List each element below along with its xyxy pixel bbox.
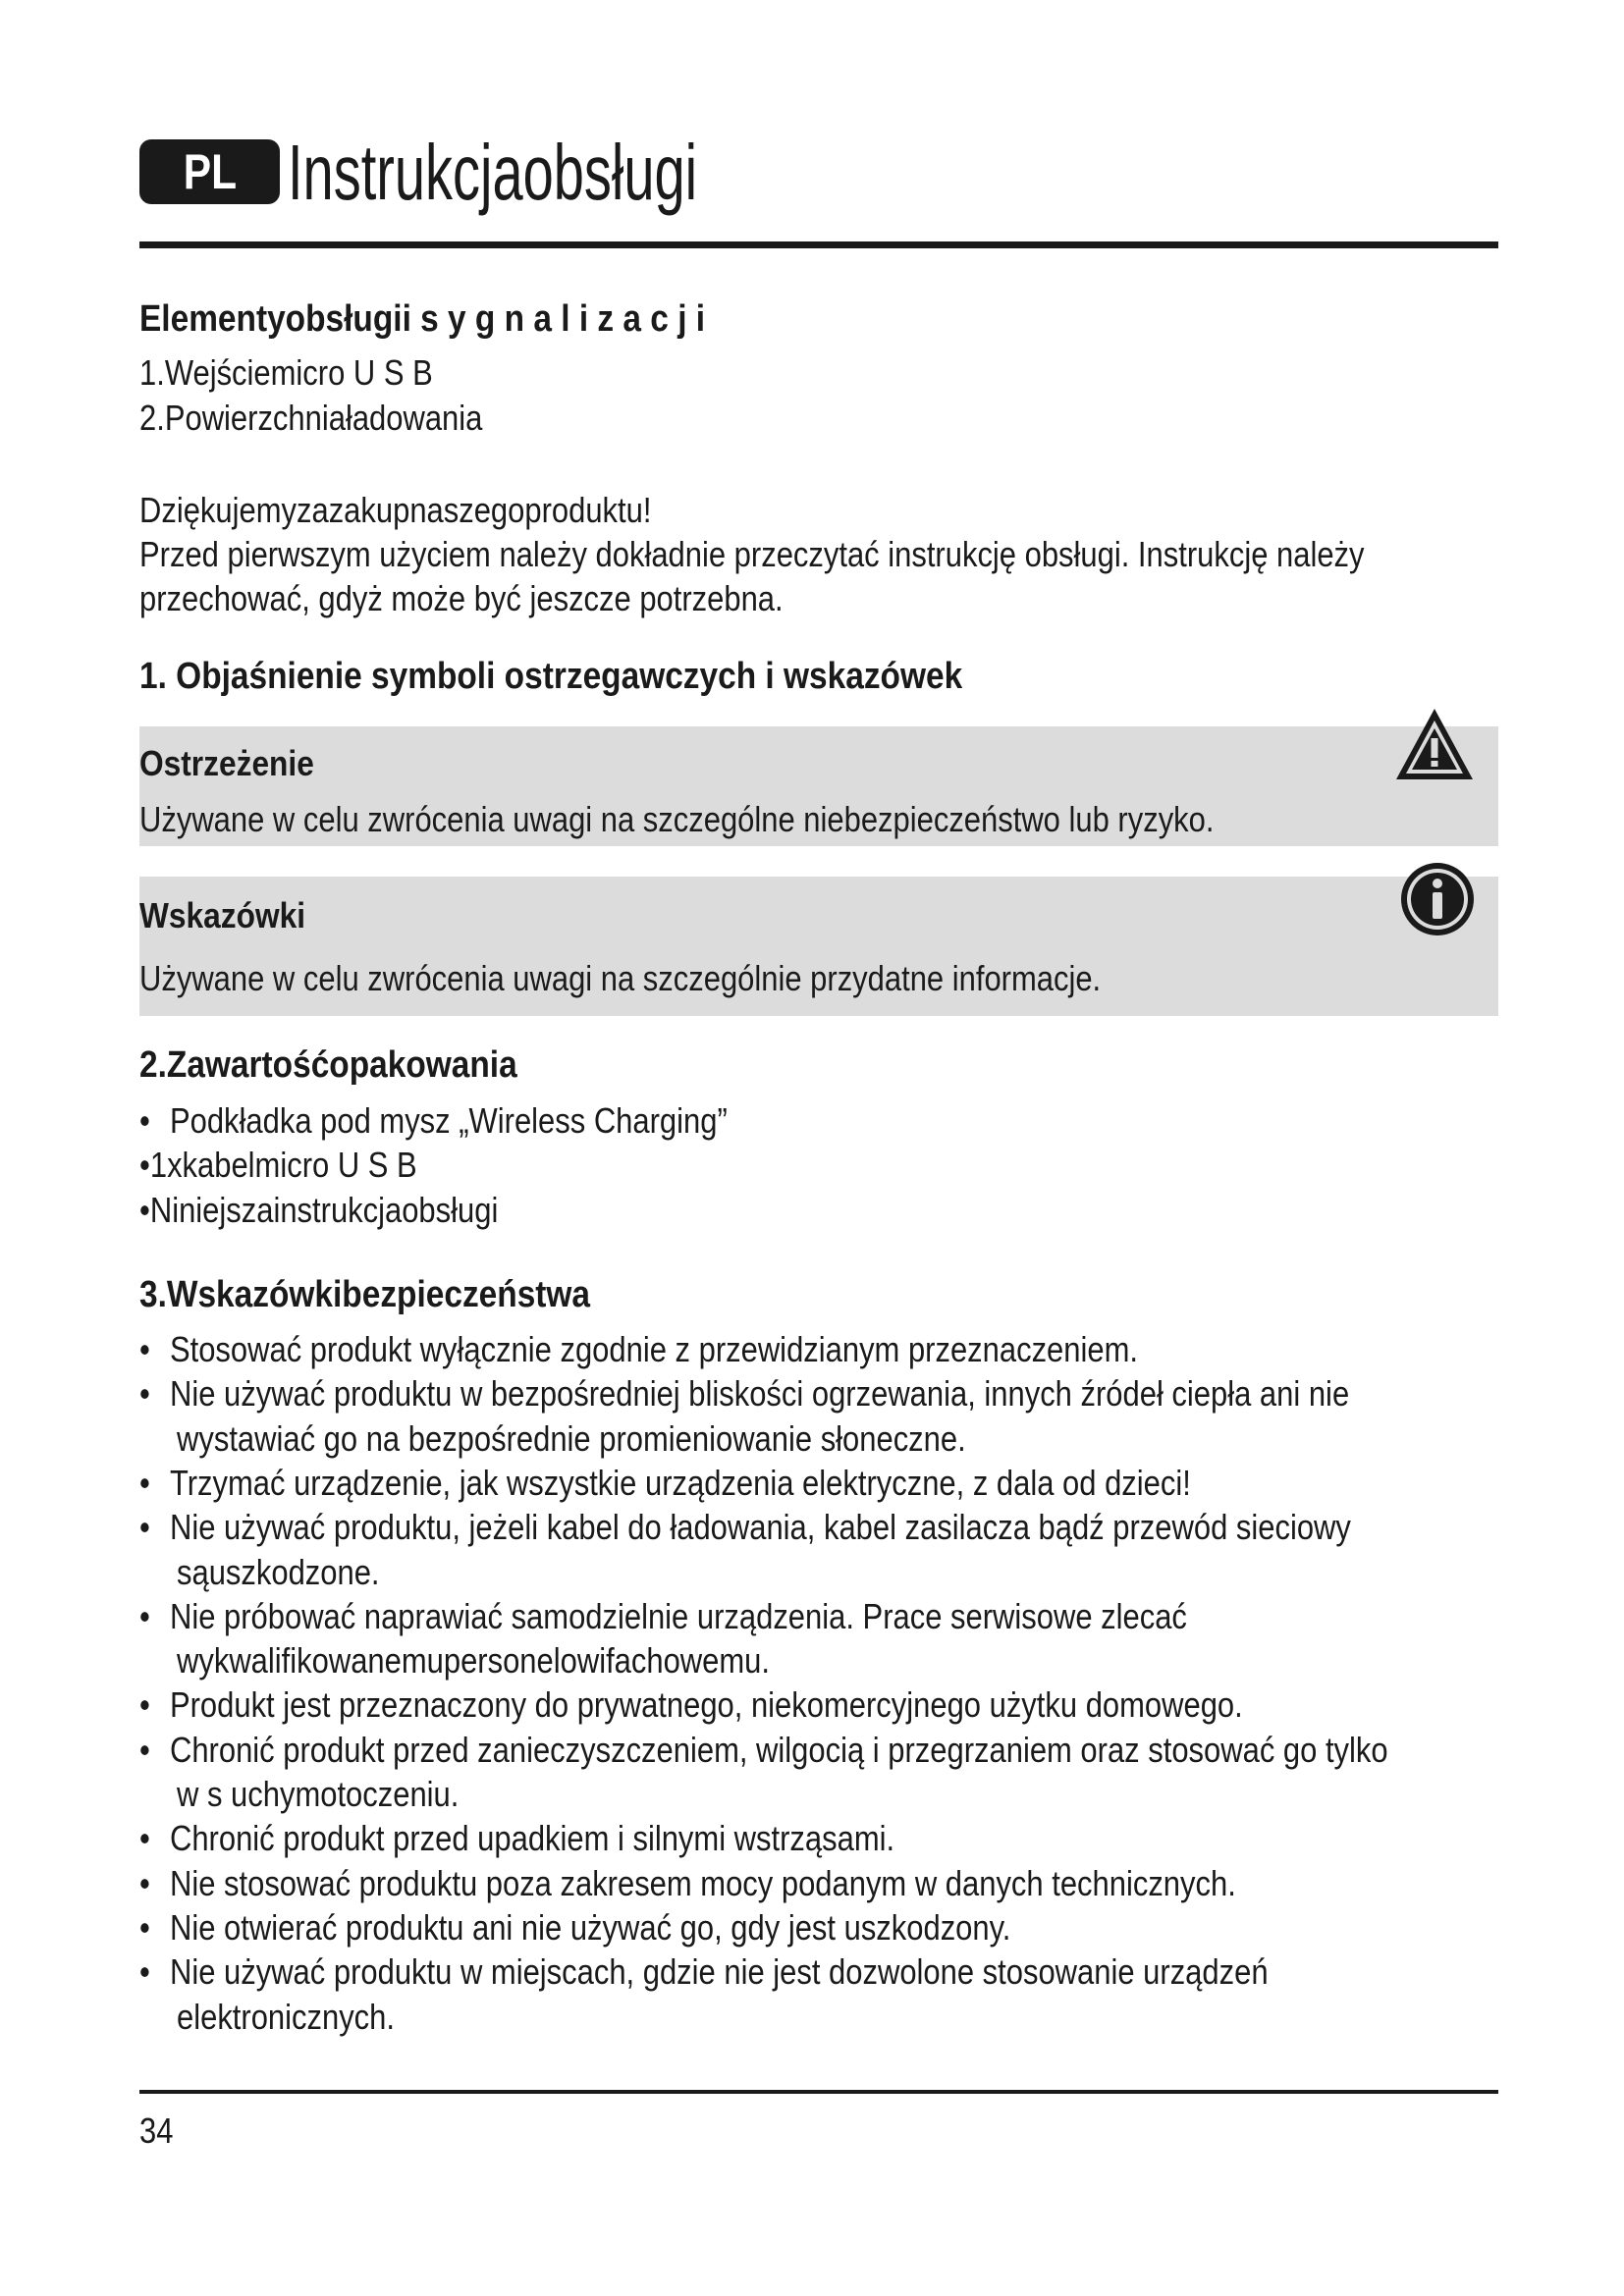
page-title: Instrukcjaobsługi [288, 129, 698, 216]
note-text: Używane w celu zwrócenia uwagi na szczególnie przydatne informacje. [139, 958, 1102, 998]
warning-title: Ostrzeżenie [139, 743, 314, 783]
language-badge [139, 139, 280, 204]
control-item: 2.Powierzchniaładowania [139, 398, 483, 438]
safety-item [139, 1594, 1187, 1638]
safety-item-text: Nie używać produktu, jeżeli kabel do ładowania, kabel zasilacza bądź przewód sieciowy [169, 1507, 1351, 1548]
package-item [139, 1143, 417, 1187]
section2-heading: 2.Zawartośćopakowania [139, 1044, 517, 1086]
safety-item [139, 1816, 894, 1860]
safety-item-text: Chronić produkt przed upadkiem i silnymi wstrząsami. [169, 1818, 895, 1859]
safety-item-text: Nie używać produktu w bezpośredniej bliskości ogrzewania, innych źródeł ciepła ani nie [169, 1373, 1350, 1415]
safety-item-text: Nie próbować naprawiać samodzielnie urządzenia. Prace serwisowe zlecać [169, 1595, 1187, 1636]
bullet: • [139, 1329, 150, 1369]
section3-heading: 3.Wskazówkibezpieczeństwa [139, 1274, 591, 1315]
safety-item-text: Trzymać urządzenie, jak wszystkie urządzenia elektryczne, z dala od dzieci! [169, 1462, 1191, 1503]
bullet: • [139, 1951, 150, 1993]
safety-item [139, 1861, 1236, 1905]
bullet: • [139, 1190, 150, 1230]
warning-text: Używane w celu zwrócenia uwagi na szczególne niebezpieczeństwo lub ryzyko. [139, 799, 1215, 839]
safety-item-text: Chronić produkt przed zanieczyszczeniem, wilgocią i przegrzaniem oraz stosować go tylko [169, 1729, 1388, 1770]
bullet: • [139, 1684, 150, 1726]
bottom-divider [139, 2090, 1498, 2094]
bullet: • [139, 1462, 150, 1503]
safety-item-text: Nie otwierać produktu ani nie używać go, gdy jest uszkodzony. [169, 1906, 1011, 1948]
warning-triangle-icon [1392, 705, 1477, 783]
safety-item-text: Nie używać produktu w miejscach, gdzie nie jest dozwolone stosowanie urządzeń [169, 1951, 1269, 1993]
safety-item-text: wykwalifikowanemupersonelowifachowemu. [177, 1640, 771, 1682]
controls-heading: Elementyobsługii s y g n a l i z a c j i [139, 298, 706, 340]
top-divider [139, 241, 1498, 248]
control-item: 1.Wejściemicro U S B [139, 352, 433, 393]
bullet: • [139, 1818, 150, 1859]
package-item [139, 1098, 728, 1143]
intro-text: przechować, gdyż może być jeszcze potrzebna. [139, 578, 784, 618]
bullet: • [139, 1862, 150, 1903]
safety-item-text: sąuszkodzone. [177, 1551, 380, 1592]
package-item-text: Podkładka pod mysz „Wireless Charging” [169, 1100, 728, 1141]
bullet: • [139, 1507, 150, 1548]
info-icon [1398, 860, 1477, 938]
safety-item [139, 1371, 1349, 1415]
bullet: • [139, 1729, 150, 1770]
bullet: • [139, 1906, 150, 1948]
safety-item-text: elektronicznych. [177, 1996, 395, 2037]
package-item-text: Niniejszainstrukcjaobsługi [149, 1190, 499, 1230]
bullet: • [139, 1145, 150, 1185]
thanks-text: Dziękujemyzazakupnaszegoproduktu! [139, 490, 652, 530]
safety-item [177, 1416, 966, 1461]
safety-item [139, 1728, 1388, 1772]
package-item-text: 1xkabelmicro U S B [149, 1145, 417, 1185]
safety-item [177, 1638, 770, 1682]
intro-text: Przed pierwszym użyciem należy dokładnie przeczytać instrukcję obsługi. Instrukcję należy [139, 534, 1365, 574]
safety-item [139, 1461, 1191, 1505]
package-item [139, 1188, 498, 1232]
safety-item-text: wystawiać go na bezpośrednie promieniowanie słoneczne. [177, 1417, 966, 1459]
bullet: • [139, 1595, 150, 1636]
safety-item-text: Nie stosować produktu poza zakresem mocy podanym w danych technicznych. [169, 1862, 1236, 1903]
safety-item [177, 1772, 459, 1816]
safety-item-text: Stosować produkt wyłącznie zgodnie z przewidzianym przeznaczeniem. [169, 1329, 1138, 1369]
safety-item [139, 1905, 1010, 1949]
safety-item [139, 1682, 1243, 1727]
page-number: 34 [139, 2110, 174, 2151]
bullet: • [139, 1373, 150, 1415]
safety-item [139, 1949, 1269, 1994]
safety-item-text: Produkt jest przeznaczony do prywatnego, niekomercyjnego użytku domowego. [169, 1684, 1243, 1726]
language-code: PL [183, 144, 237, 199]
safety-item [139, 1327, 1138, 1371]
safety-item [177, 1995, 395, 2039]
note-title: Wskazówki [139, 895, 306, 935]
safety-item [177, 1550, 380, 1594]
bullet: • [139, 1100, 150, 1141]
safety-item-text: w s uchymotoczeniu. [177, 1774, 460, 1814]
section1-heading: 1. Objaśnienie symboli ostrzegawczych i wskazówek [139, 656, 963, 697]
safety-item [139, 1505, 1351, 1549]
